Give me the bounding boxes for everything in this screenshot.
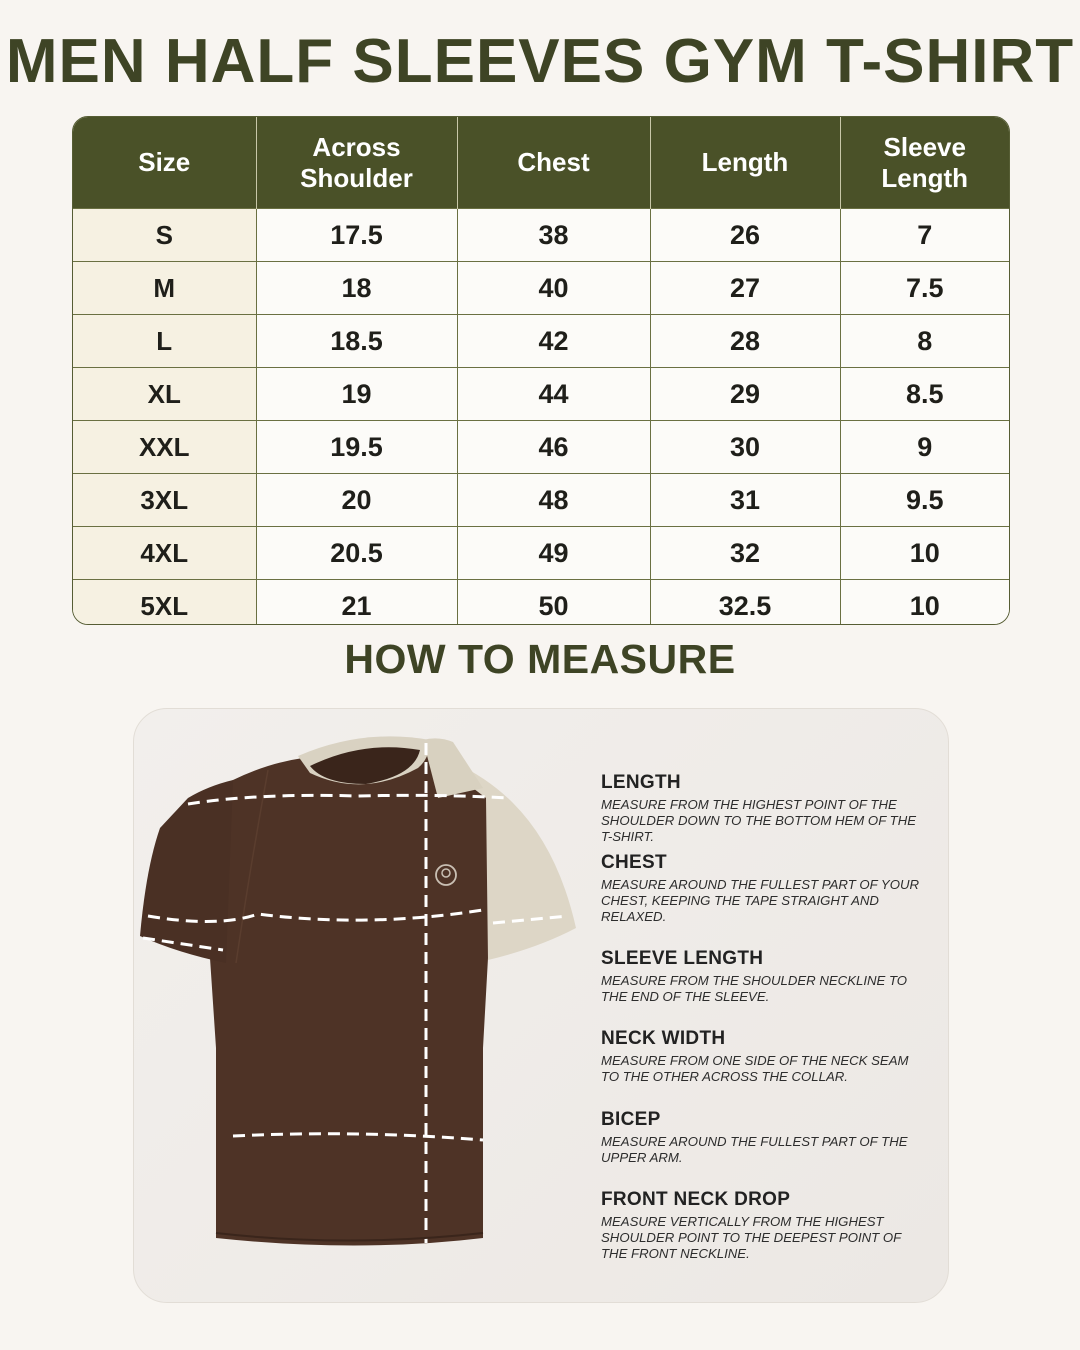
cell-length: 28 (650, 315, 840, 368)
table-row (73, 209, 1009, 262)
cell-across-shoulder: 18 (256, 262, 457, 315)
header-length: Length (650, 117, 840, 209)
cell-across-shoulder: 18.5 (256, 315, 457, 368)
header-across-shoulder: Across Shoulder (256, 117, 457, 209)
cell-size: M (73, 262, 256, 315)
table-header-row (73, 117, 1009, 209)
cell-chest: 48 (457, 474, 650, 527)
measure-item-description: MEASURE AROUND THE FULLEST PART OF THE UPPER ARM. (601, 1134, 908, 1165)
cell-sleeve-length: 10 (840, 580, 1009, 626)
measure-item (601, 948, 931, 1005)
cell-size: 4XL (73, 527, 256, 580)
cell-across-shoulder: 17.5 (256, 209, 457, 262)
tshirt-illustration (138, 728, 580, 1248)
cell-chest: 38 (457, 209, 650, 262)
shirt-left-sleeve (140, 780, 233, 963)
cell-sleeve-length: 7.5 (840, 262, 1009, 315)
cell-size: 3XL (73, 474, 256, 527)
measure-item (601, 772, 931, 845)
measure-item (601, 852, 931, 925)
measure-item-description: MEASURE FROM THE SHOULDER NECKLINE TO THE END OF THE SLEEVE. (601, 973, 908, 1004)
cell-length: 26 (650, 209, 840, 262)
cell-across-shoulder: 21 (256, 580, 457, 626)
table-row (73, 368, 1009, 421)
measure-item (601, 1189, 931, 1262)
cell-sleeve-length: 9.5 (840, 474, 1009, 527)
cell-length: 32.5 (650, 580, 840, 626)
table-row (73, 315, 1009, 368)
measure-item-description: MEASURE FROM ONE SIDE OF THE NECK SEAM TO THE OTHER ACROSS THE COLLAR. (601, 1053, 909, 1084)
measure-item (601, 1109, 931, 1166)
table-row (73, 474, 1009, 527)
measure-item-heading: BICEP (601, 1109, 661, 1130)
cell-across-shoulder: 19.5 (256, 421, 457, 474)
cell-length: 31 (650, 474, 840, 527)
cell-chest: 40 (457, 262, 650, 315)
cell-chest: 50 (457, 580, 650, 626)
table-row (73, 421, 1009, 474)
cell-sleeve-length: 8.5 (840, 368, 1009, 421)
cell-length: 29 (650, 368, 840, 421)
cell-across-shoulder: 19 (256, 368, 457, 421)
measure-item-heading: CHEST (601, 852, 667, 873)
measure-item-heading: SLEEVE LENGTH (601, 948, 764, 969)
measure-item-heading: LENGTH (601, 772, 681, 793)
cell-sleeve-length: 9 (840, 421, 1009, 474)
cell-across-shoulder: 20.5 (256, 527, 457, 580)
how-to-measure-title: HOW TO MEASURE (344, 636, 736, 682)
cell-chest: 44 (457, 368, 650, 421)
cell-size: XXL (73, 421, 256, 474)
cell-length: 32 (650, 527, 840, 580)
measure-item-description: MEASURE AROUND THE FULLEST PART OF YOUR CHEST, KEEPING THE TAPE STRAIGHT AND RELAXED. (601, 877, 920, 924)
cell-size: L (73, 315, 256, 368)
cell-size: 5XL (73, 580, 256, 626)
header-sleeve-length: Sleeve Length (840, 117, 1009, 209)
measure-item-heading: FRONT NECK DROP (601, 1189, 791, 1210)
measure-item-heading: NECK WIDTH (601, 1028, 726, 1049)
cell-size: S (73, 209, 256, 262)
table-row (73, 527, 1009, 580)
cell-sleeve-length: 10 (840, 527, 1009, 580)
cell-sleeve-length: 8 (840, 315, 1009, 368)
measure-item (601, 1028, 931, 1085)
cell-chest: 46 (457, 421, 650, 474)
cell-sleeve-length: 7 (840, 209, 1009, 262)
table-row (73, 262, 1009, 315)
measure-item-description: MEASURE VERTICALLY FROM THE HIGHEST SHOULDER POINT TO THE DEEPEST POINT OF THE FRONT NECKLINE. (601, 1214, 901, 1261)
measure-item-description: MEASURE FROM THE HIGHEST POINT OF THE SHOULDER DOWN TO THE BOTTOM HEM OF THE T-SHIRT. (601, 797, 917, 844)
size-chart-table (72, 116, 1010, 625)
cell-length: 27 (650, 262, 840, 315)
cell-length: 30 (650, 421, 840, 474)
cell-size: XL (73, 368, 256, 421)
header-chest: Chest (457, 117, 650, 209)
shirt-body (198, 750, 493, 1246)
cell-chest: 42 (457, 315, 650, 368)
header-size: Size (73, 117, 256, 209)
page-title: MEN HALF SLEEVES GYM T-SHIRT (5, 27, 1075, 96)
table-row (73, 580, 1009, 626)
cell-across-shoulder: 20 (256, 474, 457, 527)
cell-chest: 49 (457, 527, 650, 580)
